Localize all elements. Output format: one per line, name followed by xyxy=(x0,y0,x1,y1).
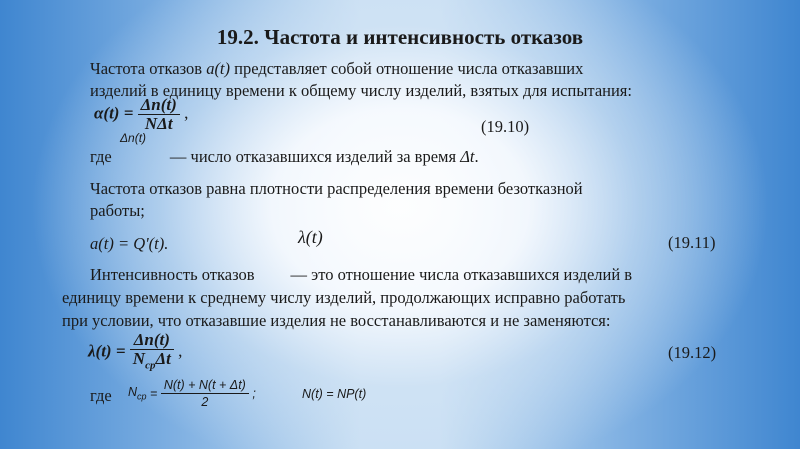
ncp-formula xyxy=(128,377,256,410)
n-symbol: N xyxy=(128,385,138,400)
paragraph-density-line2: работы; xyxy=(90,201,145,220)
eq-denominator xyxy=(130,350,174,374)
equation-number-19-11: (19.11) xyxy=(668,233,716,252)
paragraph-frequency-line1 xyxy=(90,58,583,80)
eq-comma: , xyxy=(178,341,183,361)
where-text: — число отказавшихся изделий за время xyxy=(169,147,461,166)
paragraph-intensity-line1 xyxy=(90,264,632,286)
delta-t: Δt xyxy=(155,349,171,368)
equation-19-10 xyxy=(94,96,188,133)
eq-denominator: NΔt xyxy=(144,114,173,133)
eq-lhs: α(t) = xyxy=(94,103,134,123)
paragraph-density-line1: Частота отказов равна плотности распределения времени безотказной xyxy=(90,179,583,198)
equation-number-19-10: (19.10) xyxy=(481,117,530,136)
symbol-a-t: a(t) xyxy=(206,59,231,78)
paragraph-intensity-line2: единицу времени к среднему числу изделий, продолжающих исправно работать xyxy=(62,288,626,307)
equation-19-11: a(t) = Q'(t). xyxy=(90,234,169,253)
eq-lhs: λ(t) = xyxy=(88,341,126,361)
eq-numerator: Δn(t) xyxy=(138,96,180,115)
lambda-t-symbol: λ(t) xyxy=(298,227,323,247)
equation-19-12 xyxy=(88,331,182,374)
ncp-symbol xyxy=(128,385,147,402)
eq-fraction xyxy=(130,331,174,374)
paragraph-intensity-line3: при условии, что отказавшие изделия не восстанавливаются и не заменяются: xyxy=(62,311,611,330)
n-t-formula: N(t) = NP(t) xyxy=(302,387,367,401)
slide-title: 19.2. Частота и интенсивность отказов xyxy=(216,25,584,49)
ncp-denominator: 2 xyxy=(201,395,209,409)
cp-subscript: cp xyxy=(145,359,156,372)
period: . xyxy=(474,147,479,166)
text: — это отношение числа отказавшихся изделий в xyxy=(290,265,633,284)
paragraph-frequency-line2: изделий в единицу времени к общему числу изделий, взятых для испытания: xyxy=(90,81,632,100)
where-label: где xyxy=(90,147,112,166)
eq-comma: , xyxy=(184,103,189,123)
text: Интенсивность отказов xyxy=(90,265,255,284)
text: Частота отказов xyxy=(90,59,207,78)
cp-subscript: cp xyxy=(137,391,147,402)
ncp-fraction xyxy=(161,377,249,410)
eq-numerator: Δn(t) xyxy=(130,331,174,350)
text: представляет собой отношение числа отказавших xyxy=(230,59,584,78)
where-line-1 xyxy=(90,146,479,168)
equation-number-19-12: (19.12) xyxy=(668,343,717,362)
delta-t-symbol: Δt xyxy=(460,147,475,166)
equals-sign: = xyxy=(150,386,158,401)
ncp-numerator: N(t) + N(t + Δt) xyxy=(161,377,249,394)
eq-fraction xyxy=(138,96,180,133)
semicolon: ; xyxy=(252,386,256,401)
where-label-2: где xyxy=(90,386,112,405)
delta-n-symbol: Δn(t) xyxy=(120,131,147,145)
n-symbol: N xyxy=(132,349,146,368)
